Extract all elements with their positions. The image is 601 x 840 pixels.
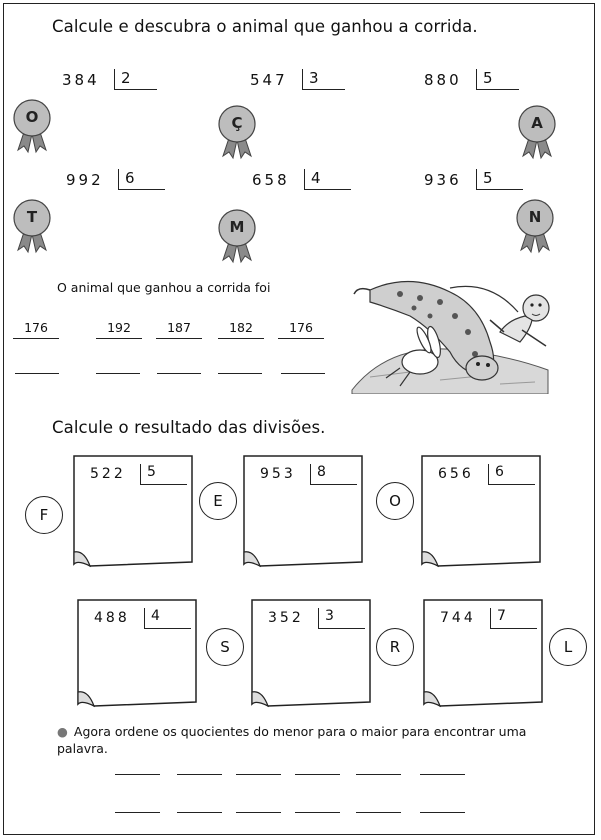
- problem-8: [260, 464, 329, 482]
- problem-8-dividend: 953: [260, 466, 296, 482]
- answer-number-1: 176: [13, 320, 59, 339]
- problem-6-dividend: 936: [424, 171, 462, 189]
- order-instruction: [57, 723, 547, 757]
- problem-9: [438, 464, 507, 482]
- medal-letter: M: [229, 218, 245, 236]
- word-blank-6[interactable]: [420, 774, 465, 775]
- problem-2-dividend: 547: [250, 71, 288, 89]
- problem-12-divisor: 7: [490, 608, 537, 629]
- problem-3: [424, 69, 496, 89]
- answer-number-2: 192: [96, 320, 142, 339]
- problem-4: [66, 169, 138, 189]
- paper-problem-4: [74, 598, 200, 710]
- problem-4-dividend: 992: [66, 171, 104, 189]
- problem-2: [250, 69, 322, 89]
- race-illustration: [350, 272, 550, 394]
- medal-icon: [11, 98, 57, 154]
- word-blank-5[interactable]: [356, 774, 401, 775]
- medal-letter: O: [25, 108, 39, 126]
- quotient-blank-5[interactable]: [356, 812, 401, 813]
- problem-10-dividend: 488: [94, 610, 130, 626]
- medal-a: [516, 104, 562, 160]
- medal-icon: [514, 198, 560, 254]
- word-blank-4[interactable]: [295, 774, 340, 775]
- quotient-blank-3[interactable]: [236, 812, 281, 813]
- problem-1-dividend: 384: [62, 71, 100, 89]
- letter-circle-s: S: [206, 628, 244, 666]
- medal-icon: [216, 104, 262, 160]
- paper-problem-6: [420, 598, 546, 710]
- problem-7-divisor: 5: [140, 464, 187, 485]
- letter-circle-r: R: [376, 628, 414, 666]
- answer-blank-3[interactable]: [157, 373, 201, 374]
- problem-4-divisor: 6: [118, 169, 165, 190]
- problem-10-divisor: 4: [144, 608, 191, 629]
- problem-7-dividend: 522: [90, 466, 126, 482]
- problem-12: [440, 608, 509, 626]
- problem-5-divisor: 4: [304, 169, 351, 190]
- medal-letter: Ç: [231, 114, 243, 132]
- medal-c-cedilla: [216, 104, 262, 160]
- letter-circle-f: F: [25, 496, 63, 534]
- word-blank-2[interactable]: [177, 774, 222, 775]
- answer-number-3: 187: [156, 320, 202, 339]
- order-instruction-text: Agora ordene os quocientes do menor para o maior para encontrar uma palavra.: [57, 724, 527, 756]
- problem-2-divisor: 3: [302, 69, 345, 90]
- answer-blank-5[interactable]: [281, 373, 325, 374]
- problem-3-divisor: 5: [476, 69, 519, 90]
- problem-11-divisor: 3: [318, 608, 365, 629]
- medal-letter: A: [531, 114, 543, 132]
- medal-icon: [216, 208, 262, 264]
- problem-11: [268, 608, 337, 626]
- medal-n: [514, 198, 560, 254]
- winner-prompt: O animal que ganhou a corrida foi: [57, 280, 271, 295]
- problem-6-divisor: 5: [476, 169, 523, 190]
- answer-blank-1[interactable]: [15, 373, 59, 374]
- bullet-icon: ●: [57, 724, 68, 739]
- letter-circle-l: L: [549, 628, 587, 666]
- section1-title: Calcule e descubra o animal que ganhou a corrida.: [52, 17, 478, 36]
- medal-letter: T: [26, 208, 38, 226]
- paper-problem-5: [248, 598, 374, 710]
- medal-o: [11, 98, 57, 154]
- problem-5-dividend: 658: [252, 171, 290, 189]
- problem-6: [424, 169, 496, 189]
- problem-10: [94, 608, 163, 626]
- answer-blank-2[interactable]: [96, 373, 140, 374]
- paper-problem-3: [418, 454, 544, 570]
- problem-5: [252, 169, 324, 189]
- quotient-blank-4[interactable]: [295, 812, 340, 813]
- medal-t: [11, 198, 57, 254]
- problem-8-divisor: 8: [310, 464, 357, 485]
- problem-1-divisor: 2: [114, 69, 157, 90]
- medal-letter: N: [528, 208, 542, 226]
- medal-icon: [516, 104, 562, 160]
- word-blank-1[interactable]: [115, 774, 160, 775]
- medal-m: [216, 208, 262, 264]
- problem-11-dividend: 352: [268, 610, 304, 626]
- problem-1: [62, 69, 134, 89]
- answer-blank-4[interactable]: [218, 373, 262, 374]
- word-blank-3[interactable]: [236, 774, 281, 775]
- paper-problem-1: [70, 454, 196, 570]
- letter-circle-o: O: [376, 482, 414, 520]
- problem-12-dividend: 744: [440, 610, 476, 626]
- problem-3-dividend: 880: [424, 71, 462, 89]
- quotient-blank-2[interactable]: [177, 812, 222, 813]
- letter-circle-e: E: [199, 482, 237, 520]
- medal-icon: [11, 198, 57, 254]
- answer-number-5: 176: [278, 320, 324, 339]
- problem-7: [90, 464, 159, 482]
- problem-9-divisor: 6: [488, 464, 535, 485]
- quotient-blank-6[interactable]: [420, 812, 465, 813]
- quotient-blank-1[interactable]: [115, 812, 160, 813]
- problem-9-dividend: 656: [438, 466, 474, 482]
- section2-title: Calcule o resultado das divisões.: [52, 418, 326, 437]
- answer-number-4: 182: [218, 320, 264, 339]
- paper-problem-2: [240, 454, 366, 570]
